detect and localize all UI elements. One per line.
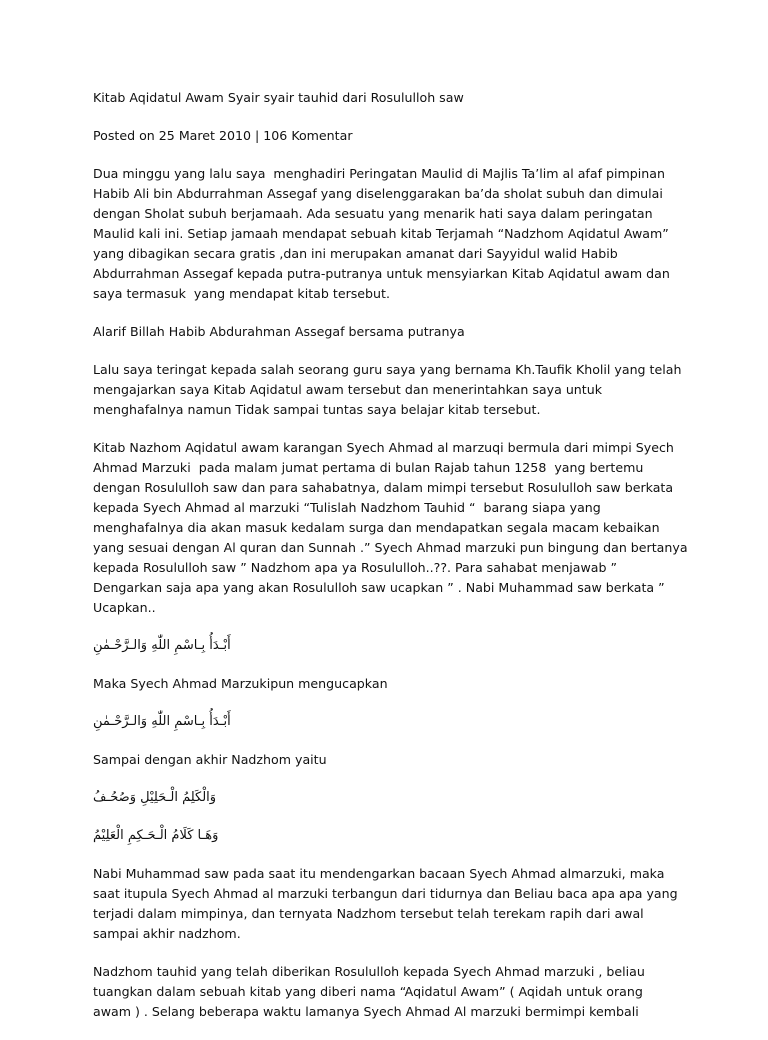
arabic-verse-4 bbox=[93, 826, 693, 846]
paragraph-recite: Maka Syech Ahmad Marzukipun mengucapkan bbox=[93, 676, 388, 691]
arabic-verse-2-text: أَبْـدَأُ بِـاسْمِ اللّٰهِ وَالـرَّحْـمٰنِ bbox=[93, 714, 231, 729]
document-page bbox=[93, 88, 693, 1040]
paragraph-intro: Dua minggu yang lalu saya menghadiri Peringatan Maulid di Majlis Ta’lim al afaf pimpinan Habib Ali bin Abdurrahman Assegaf yang diselenggarakan ba’da sholat subuh dan dimulai dengan Sholat subuh berjamaah. Ada sesuatu yang menarik hati saya dalam peringatan Maulid kali ini. Setiap jamaah mendapat sebuah kitab Terjamah “Nadzhom Aqidatul Awam” yang dibagikan secara gratis ,dan ini merupakan amanat dari Sayyidul walid Habib Abdurrahman Assegaf kepada putra-putranya untuk mensyiarkan Kitab Aqidatul awam dan saya termasuk yang mendapat kitab tersebut. bbox=[93, 166, 670, 301]
paragraph-awake: Nabi Muhammad saw pada saat itu mendengarkan bacaan Syech Ahmad almarzuki, maka saat itupula Syech Ahmad al marzuki terbangun dari tidurnya dan Beliau baca apa apa yang terjadi dalam mimpinya, dan ternyata Nadzhom tersebut telah terekam rapih dari awal sampai akhir nadzhom. bbox=[93, 866, 678, 941]
paragraph-book: Nadzhom tauhid yang telah diberikan Rosululloh kepada Syech Ahmad marzuki , beliau tuangkan dalam sebuah kitab yang diberi nama “Aqidatul Awam” ( Aqidah untuk orang awam ) . Selang beberapa waktu lamanya Syech Ahmad Al marzuki bermimpi kembali bbox=[93, 964, 645, 1019]
arabic-verse-3-text: وَالْكَلِمُ الْـحَلِيْلِ وَصُحُـفُ bbox=[93, 790, 217, 805]
arabic-verse-1 bbox=[93, 636, 693, 656]
image-caption: Alarif Billah Habib Abdurahman Assegaf bersama putranya bbox=[93, 324, 465, 339]
paragraph-until-end: Sampai dengan akhir Nadzhom yaitu bbox=[93, 752, 327, 767]
arabic-verse-1-text: أَبْـدَأُ بِـاسْمِ اللّٰهِ وَالـرَّحْـمٰنِ bbox=[93, 638, 231, 653]
arabic-verse-2 bbox=[93, 712, 693, 732]
paragraph-origin: Kitab Nazhom Aqidatul awam karangan Syech Ahmad al marzuqi bermula dari mimpi Syech Ahmad Marzuki pada malam jumat pertama di bulan Rajab tahun 1258 yang bertemu dengan Rosululloh saw dan para sahabatnya, dalam mimpi tersebut Rosululloh saw berkata kepada Syech Ahmad al marzuki “Tulislah Nadzhom Tauhid “ barang siapa yang menghafalnya dia akan masuk kedalam surga dan mendapatkan segala macam kebaikan yang sesuai dengan Al quran dan Sunnah .” Syech Ahmad marzuki pun bingung dan bertanya kepada Rosululloh saw ” Nadzhom apa ya Rosululloh..??. Para sahabat menjawab ” Dengarkan saja apa yang akan Rosululloh saw ucapkan ” . Nabi Muhammad saw berkata ” Ucapkan.. bbox=[93, 440, 688, 615]
paragraph-teacher: Lalu saya teringat kepada salah seorang guru saya yang bernama Kh.Taufik Kholil yang telah mengajarkan saya Kitab Aqidatul awam tersebut dan menerintahkan saya untuk menghafalnya namun Tidak sampai tuntas saya belajar kitab tersebut. bbox=[93, 362, 682, 417]
document-title: Kitab Aqidatul Awam Syair syair tauhid dari Rosululloh saw bbox=[93, 90, 464, 105]
arabic-verse-3 bbox=[93, 788, 693, 808]
arabic-verse-4-text: وَهَـا كَلَامُ الْـحَـكِمِ الْعَلِيْمُ bbox=[93, 828, 219, 843]
post-meta: Posted on 25 Maret 2010 | 106 Komentar bbox=[93, 128, 353, 143]
